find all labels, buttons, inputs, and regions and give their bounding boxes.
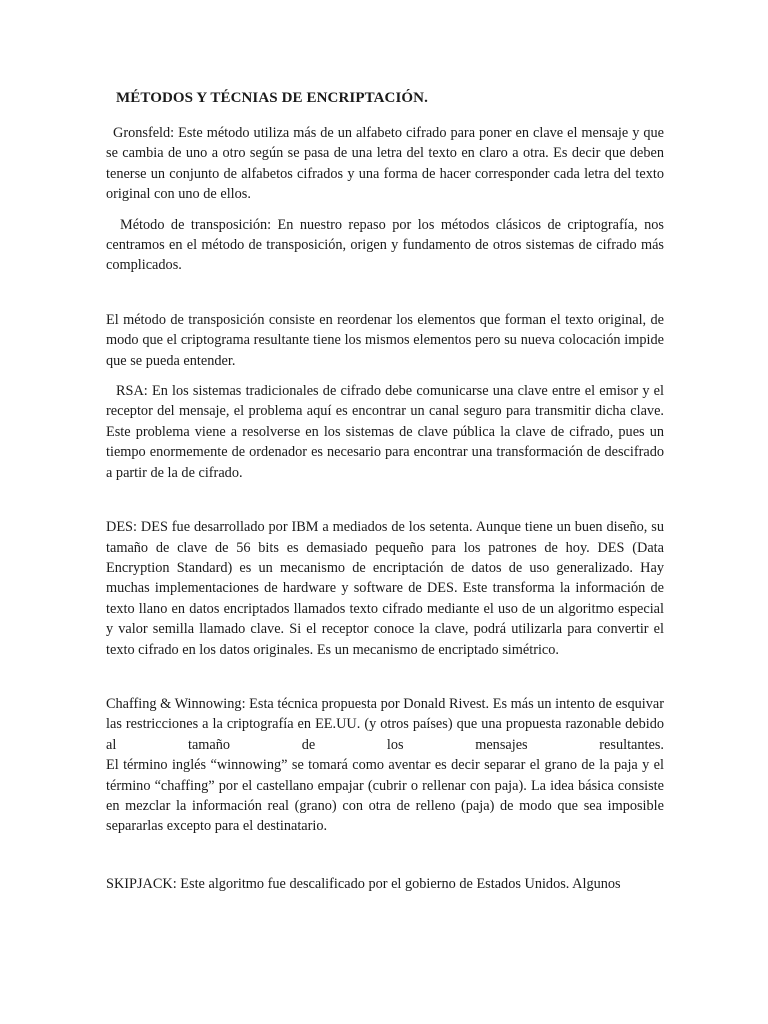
paragraph-gronsfeld: Gronsfeld: Este método utiliza más de un alfabeto cifrado para poner en clave el mensaje y que se cambia de uno a otro según se pasa de una letra del texto en claro a otra. Es decir que deben tenerse un conjunto de alfabetos cifrados y una forma de hacer corresponder cada letra del texto original con uno de ellos. xyxy=(106,125,664,203)
chaffing-first-part: Chaffing & Winnowing: Esta técnica propuesta por Donald Rivest. Es más un intento de esquivar las restricciones a la criptografía en EE.UU. (y otros países) que una propuesta razonable debido al tamaño de los mensajes resultantes. xyxy=(106,695,664,753)
paragraph-des: DES: DES fue desarrollado por IBM a mediados de los setenta. Aunque tiene un buen diseño, su tamaño de clave de 56 bits es demasiado pequeño para los patrones de hoy. DES (Data Encryption Standard) es un mecanismo de encriptación de datos de uso generalizado. Hay muchas implementaciones de hardware y software de DES. Este transforma la información de texto llano en datos encriptados llamados texto cifrado mediante el uso de un algoritmo especial y valor semilla llamado clave. Si el receptor conoce la clave, podrá utilizarla para convertir el texto cifrado en los datos originales. Es un mecanismo de encriptado simétrico. xyxy=(106,519,664,658)
chaffing-second-part: El término inglés “winnowing” se tomará como aventar es decir separar el grano de la paja y el término “chaffing” por el castellano empajar (cubrir o rellenar con paja). La idea básica consiste en mezclar la información real (grano) con otra de relleno (paja) de modo que sea imposible separarlas excepto para el destinatario. xyxy=(106,757,664,835)
document-title: MÉTODOS Y TÉCNIAS DE ENCRIPTACIÓN. xyxy=(116,90,428,106)
paragraph-transposition-detail: El método de transposición consiste en reordenar los elementos que forman el texto original, de modo que el criptograma resultante tiene los mismos elementos pero su nueva colocación impide que se pueda entender. xyxy=(106,311,664,369)
paragraph-rsa: RSA: En los sistemas tradicionales de cifrado debe comunicarse una clave entre el emisor y el receptor del mensaje, el problema aquí es encontrar un canal seguro para transmitir dicha clave. Este problema viene a resolverse en los sistemas de clave pública la clave de cifrado, pues un tiempo enormemente de ordenador es necesario para encontrar una transformación de descifrado a partir de la de cifrado. xyxy=(106,383,664,481)
paragraph-transposition-intro: Método de transposición: En nuestro repaso por los métodos clásicos de criptografía, nos centramos en el método de transposición, origen y fundamento de otros sistemas de cifrado más complicados. xyxy=(106,216,664,274)
paragraph-chaffing-winnowing xyxy=(106,694,664,837)
paragraph-skipjack: SKIPJACK: Este algoritmo fue descalificado por el gobierno de Estados Unidos. Algunos xyxy=(106,875,621,892)
